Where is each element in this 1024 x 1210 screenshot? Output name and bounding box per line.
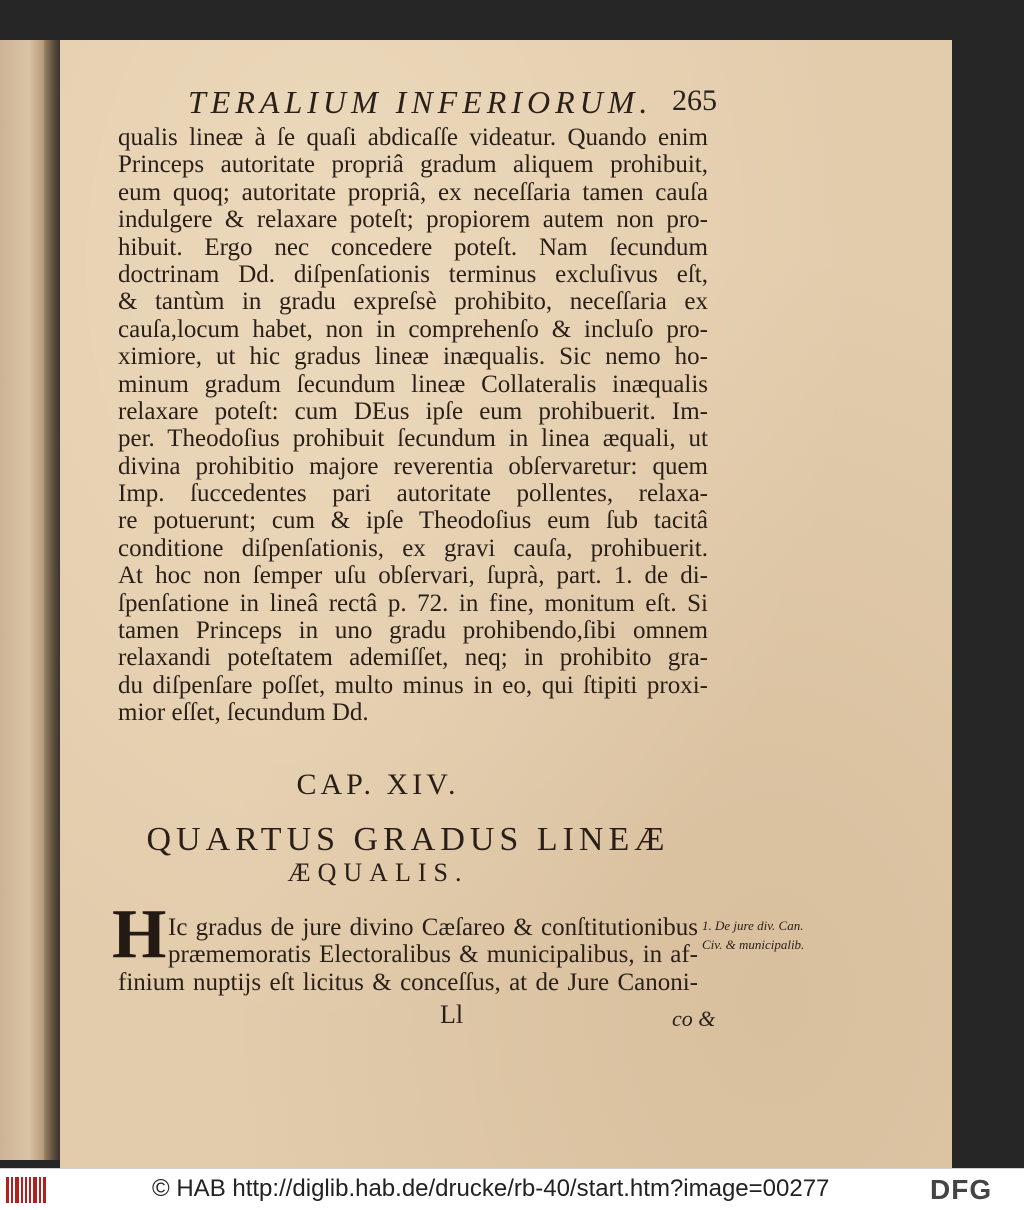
text-line: doctrinam Dd. diſpenſationis terminus excluſivus eſt, <box>118 260 708 288</box>
text-line: Ic gradus de jure divino Cæſareo & conſtitutionibus <box>168 914 698 941</box>
text-line: minum gradum ſecundum lineæ Collateralis inæqualis <box>118 370 708 398</box>
text-line: finium nuptijs eſt licitus & conceſſus, at de Jure Canoni- <box>118 968 698 996</box>
text-line: divina prohibitio majore reverentia obſervaretur: quem <box>118 452 708 480</box>
text-line: At hoc non ſemper uſu obſervari, ſuprà, part. 1. de di- <box>118 562 708 590</box>
text-line: Princeps autoritate propriâ gradum aliquem prohibuit, <box>118 151 708 179</box>
section-title: QUARTUS GRADUS LINEÆ <box>146 821 670 858</box>
page-number: 265 <box>672 84 717 117</box>
drop-cap-initial: H <box>112 896 167 973</box>
text-line: tamen Princeps in uno gradu prohibendo,ſibi omnem <box>118 617 708 645</box>
running-head: TERALIUM INFERIORUM. <box>188 84 653 120</box>
text-line: mior eſſet, ſecundum Dd. <box>118 699 369 727</box>
chapter-heading: CAP. XIV. <box>296 768 460 801</box>
copyright-link[interactable]: © HAB http://diglib.hab.de/drucke/rb-40/start.htm?image=00277 <box>152 1175 830 1202</box>
footer-bar <box>0 1168 1024 1210</box>
text-line: ſpenſatione in lineâ rectâ p. 72. in fine, monitum eſt. Si <box>118 589 708 617</box>
text-line: per. Theodoſius prohibuit ſecundum in linea æquali, ut <box>118 425 708 453</box>
text-line: Imp. ſuccedentes pari autoritate pollentes, relaxa- <box>118 480 708 508</box>
text-line: & tantùm in gradu expreſsè prohibito, neceſſaria ex <box>118 288 708 316</box>
text-line: qualis lineæ à ſe quaſi abdicaſſe videatur. Quando enim <box>118 124 708 151</box>
text-line: indulgere & relaxare poteſt; propiorem autem non pro- <box>118 206 708 234</box>
marginal-note: 1. De jure div. Can. Civ. & municipalib. <box>702 918 805 952</box>
body-text <box>118 124 708 727</box>
dfg-logo: DFG <box>930 1174 993 1205</box>
book-gutter <box>44 40 60 1160</box>
catchword: co & <box>672 1006 716 1031</box>
text-line: relaxare poteſt: cum DEus ipſe eum prohibuerit. Im- <box>118 397 708 425</box>
text-line: ximiore, ut hic gradus lineæ inæqualis. Sic nemo ho- <box>118 343 708 371</box>
text-line: cauſa,locum habet, non in comprehenſo & incluſo pro- <box>118 315 708 343</box>
section-title-continued: ÆQUALIS. <box>287 858 469 887</box>
text-line: du diſpenſare poſſet, multo minus in eo, qui ſtipiti proxi- <box>118 671 708 699</box>
text-line: præmemoratis Electoralibus & municipalibus, in af- <box>168 941 698 969</box>
text-line: eum quoq; autoritate propriâ, ex neceſſaria tamen cauſa <box>118 178 708 206</box>
text-line: conditione diſpenſationis, ex gravi cauſa, prohibuerit. <box>118 534 708 562</box>
text-line: re potuerunt; cum & ipſe Theodoſius eum ſub tacitâ <box>118 507 708 535</box>
signature-mark: Ll <box>440 1000 464 1029</box>
text-line: relaxandi poteſtatem ademiſſet, neq; in prohibito gra- <box>118 644 708 672</box>
text-line: hibuit. Ergo nec concedere poteſt. Nam ſecundum <box>118 233 708 261</box>
barcode-icon <box>6 1177 46 1203</box>
section-text <box>118 914 698 996</box>
